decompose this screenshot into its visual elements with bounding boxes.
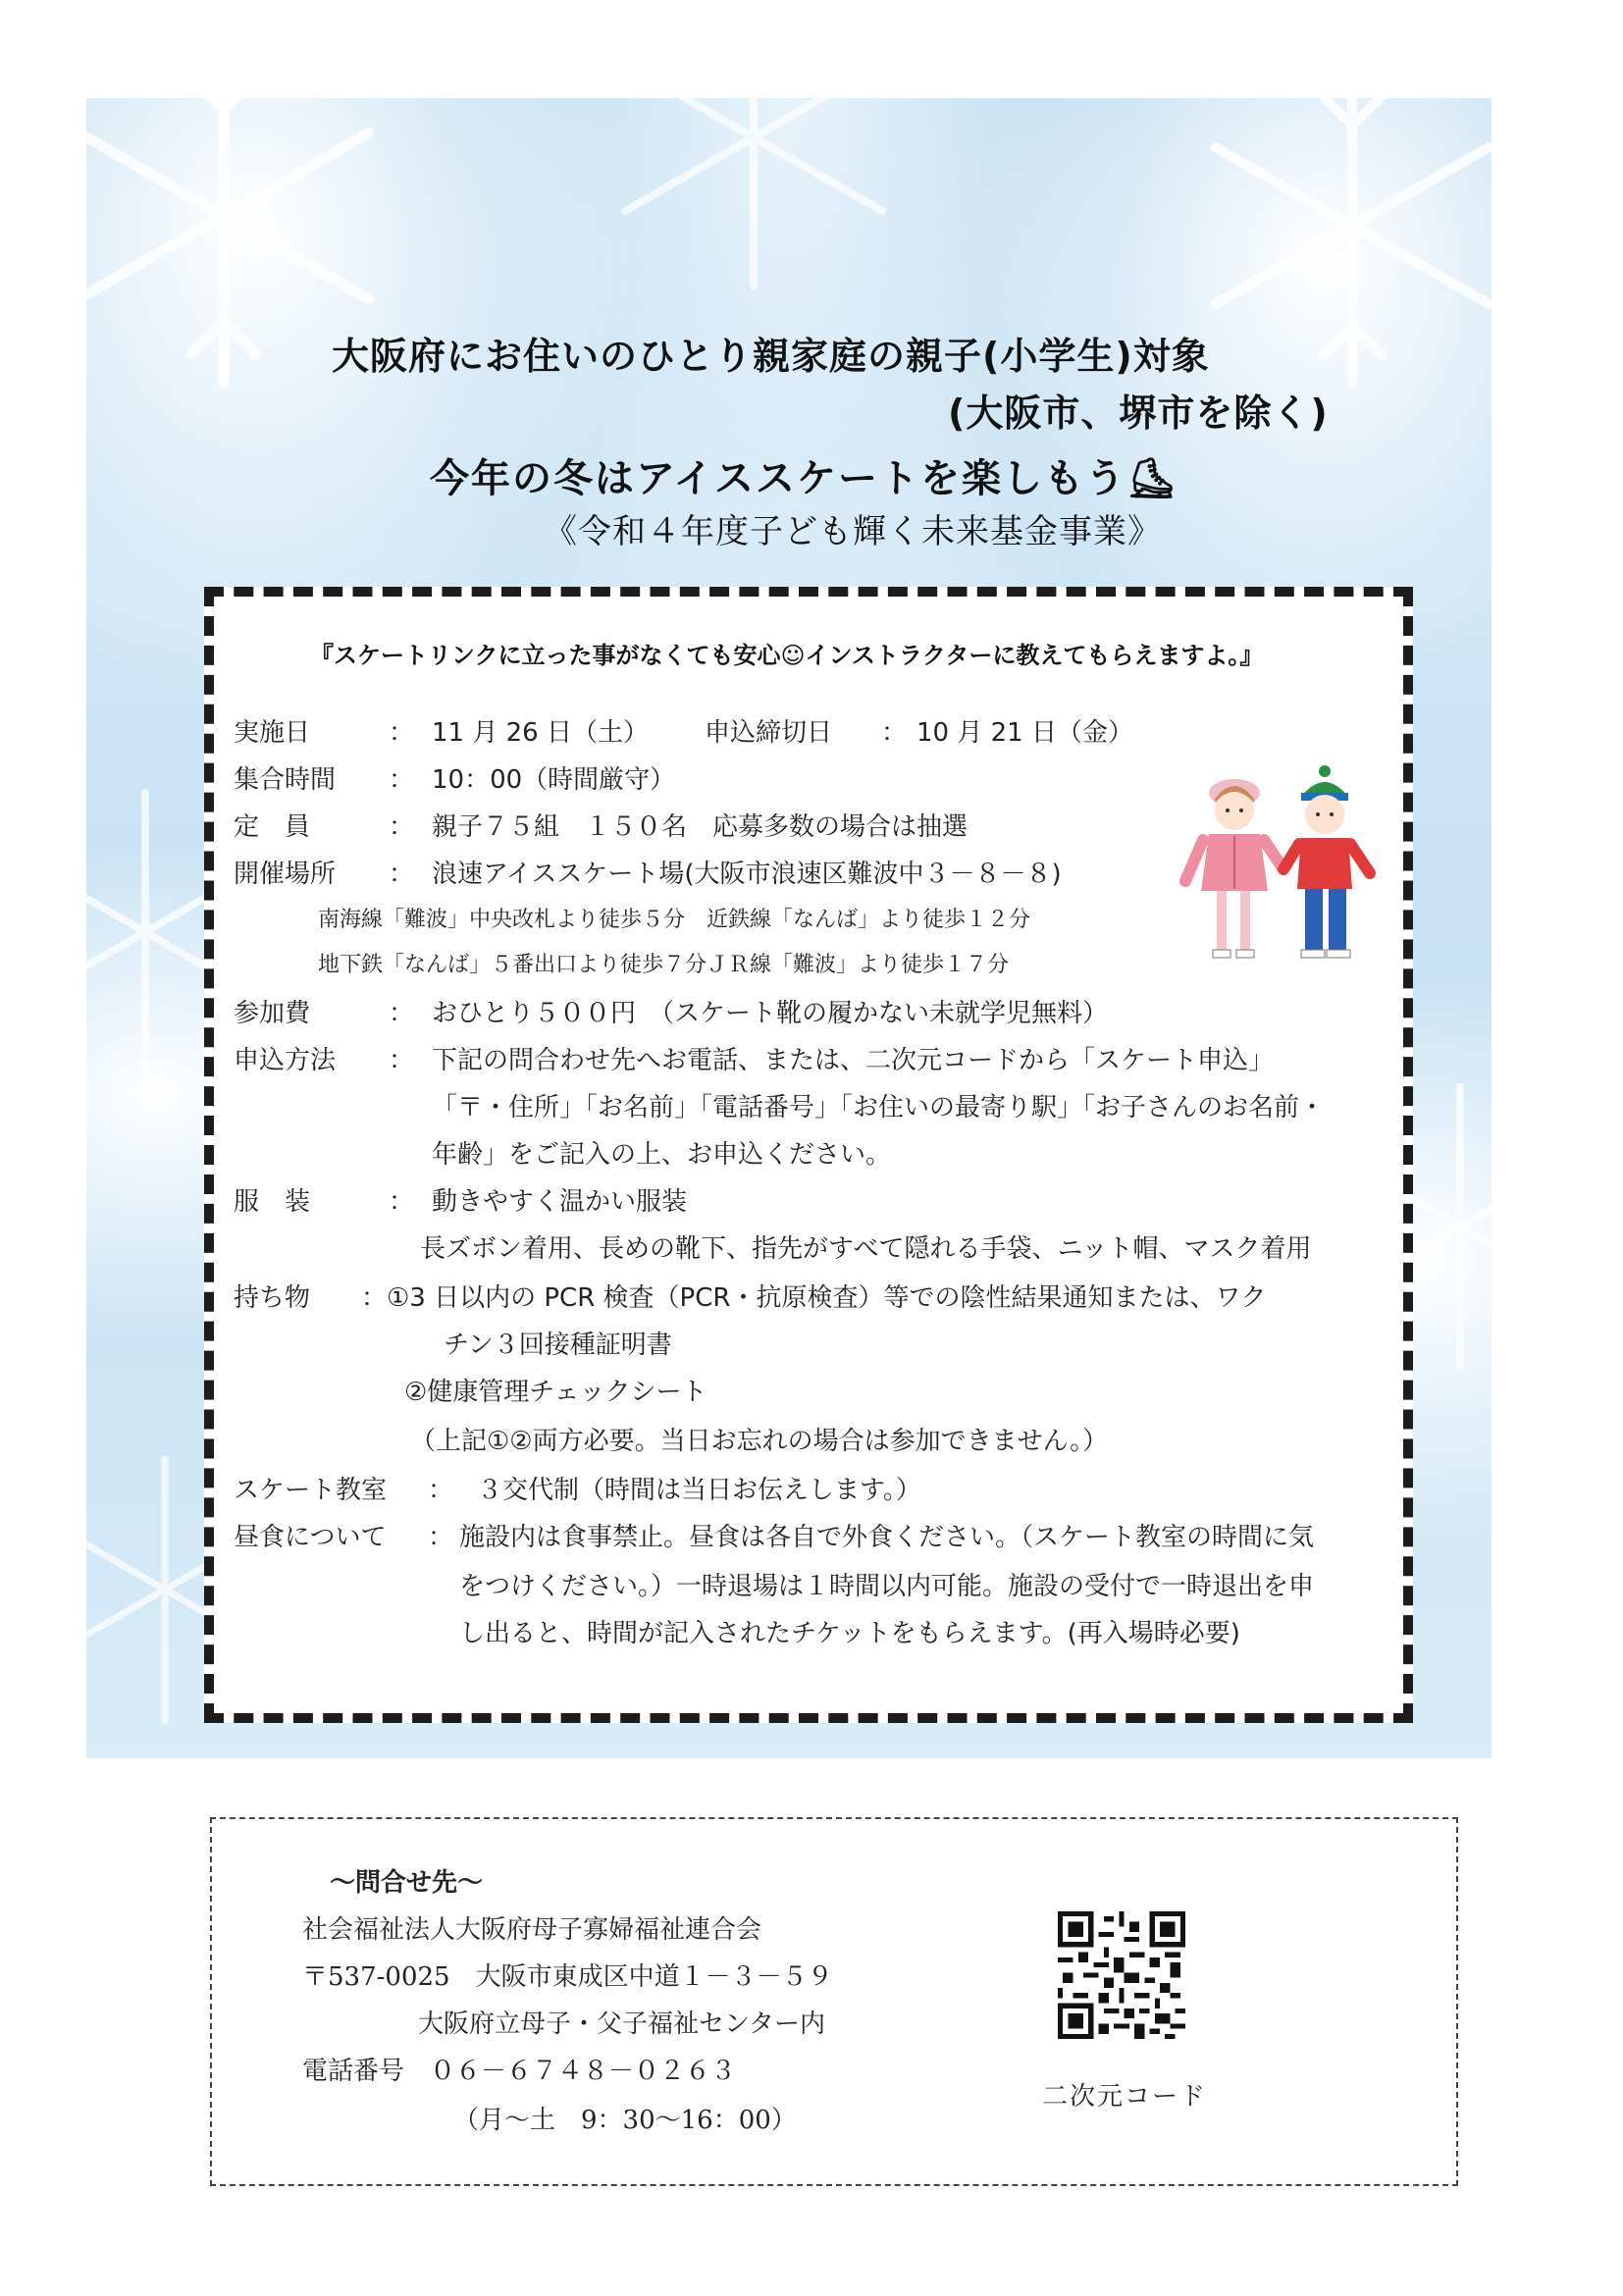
- access-line-2: 地下鉄「なんば」５番出口より徒歩７分ＪＲ線「難波」より徒歩１７分: [318, 953, 1010, 977]
- page-title: 今年の冬はアイススケートを楽しもう⛸: [430, 456, 1178, 501]
- poster-background: [86, 98, 1492, 1758]
- header-exclusion-line: (大阪市、堺市を除く): [948, 391, 1329, 435]
- bring-value-2: チン３回接種証明書: [444, 1331, 672, 1360]
- date-label: 実施日: [234, 718, 311, 748]
- contact-heading: ～問合せ先～: [330, 1868, 484, 1898]
- apply-value-2: 「〒・住所」「お名前」「電話番号」「お住いの最寄り駅」「お子さんのお名前・: [432, 1093, 1326, 1122]
- contact-address: 〒537-0025 大阪市東成区中道１－３－５９: [302, 1962, 833, 1992]
- colon: ：: [389, 1046, 415, 1075]
- dress-label: 服 装: [234, 1187, 311, 1217]
- contact-hours: （月～土 9：30～16：00）: [453, 2106, 797, 2135]
- deadline-value: 10 月 21 日（金）: [916, 718, 1133, 748]
- lunch-value-2: をつけください。）一時退場は１時間以内可能。施設の受付で一時退出を申: [459, 1572, 1315, 1601]
- fee-label: 参加費: [234, 999, 311, 1028]
- deadline-label: 申込締切日: [705, 718, 833, 748]
- lunch-label: 昼食について: [234, 1523, 387, 1552]
- contact-organization: 社会福祉法人大阪府母子寡婦福祉連合会: [302, 1915, 762, 1945]
- header-target-line: 大阪府にお住いのひとり親家庭の親子(小学生)対象: [332, 335, 1210, 378]
- colon: ：: [389, 765, 415, 795]
- colon: ：: [389, 812, 415, 842]
- venue-value: 浪速アイススケート場(大阪市浪速区難波中３－８－８): [432, 860, 1062, 889]
- contact-phone[interactable]: 電話番号 ０６－６７４８－０２６３: [302, 2057, 737, 2086]
- colon: ：: [389, 718, 415, 748]
- colon: ：: [881, 718, 908, 748]
- skating-children-illustration: [1174, 763, 1389, 979]
- capacity-value: 親子７５組 １５０名 応募多数の場合は抽選: [432, 812, 969, 842]
- lunch-value-1: 施設内は食事禁止。昼食は各自で外食ください。（スケート教室の時間に気: [459, 1523, 1315, 1552]
- dress-value-1: 動きやすく温かい服装: [432, 1187, 688, 1217]
- snowflake-icon: [597, 98, 911, 294]
- bring-label: 持ち物: [234, 1283, 311, 1313]
- date-value: 11 月 26 日（土）: [432, 718, 649, 748]
- bring-value-4: （上記①②両方必要。当日お忘れの場合は参加できません。）: [410, 1427, 1109, 1456]
- class-value: ３交代制（時間は当日お伝えします。）: [477, 1476, 921, 1505]
- venue-label: 開催場所: [234, 860, 337, 889]
- meet-value: 10：00（時間厳守）: [432, 765, 676, 795]
- class-label: スケート教室: [234, 1476, 388, 1505]
- qr-code-icon[interactable]: [1058, 1911, 1185, 2039]
- apply-label: 申込方法: [234, 1046, 337, 1075]
- meet-label: 集合時間: [234, 765, 337, 795]
- bring-value-3: ②健康管理チェックシート: [404, 1378, 707, 1407]
- fee-value: おひとり５００円 （スケート靴の履かない未就学児無料）: [432, 999, 1109, 1028]
- contact-building: 大阪府立母子・父子福祉センター内: [418, 2009, 825, 2039]
- qr-code-label: 二次元コード: [1042, 2082, 1208, 2112]
- colon: ：: [389, 1187, 415, 1217]
- event-info-box: [204, 587, 1413, 1723]
- header-program-name: 《令和４年度子ども輝く未来基金事業》: [544, 512, 1162, 551]
- capacity-label: 定 員: [234, 812, 311, 842]
- colon: ：: [389, 999, 415, 1028]
- colon: ：: [428, 1523, 454, 1552]
- access-line-1: 南海線「難波」中央改札より徒歩５分 近鉄線「なんば」より徒歩１２分: [318, 908, 1031, 932]
- dress-value-2: 長ズボン着用、長めの靴下、指先がすべて隠れる手袋、ニット帽、マスク着用: [420, 1234, 1312, 1264]
- lunch-value-3: し出ると、時間が記入されたチケットをもらえます。(再入場時必要): [459, 1619, 1240, 1648]
- apply-value-1: 下記の問合わせ先へお電話、または、二次元コードから「スケート申込」: [432, 1046, 1275, 1075]
- bring-value-1: ：①3 日以内の PCR 検査（PCR・抗原検査）等での陰性結果通知または、ワク: [361, 1283, 1267, 1313]
- apply-value-3: 年齢」をご記入の上、お申込ください。: [432, 1140, 892, 1170]
- slogan: 『スケートリンクに立った事がなくても安心☺インストラクターに教えてもらえますよ。』: [310, 642, 1264, 669]
- colon: ：: [428, 1476, 454, 1505]
- colon: ：: [389, 860, 415, 889]
- contact-box: [210, 1817, 1458, 2186]
